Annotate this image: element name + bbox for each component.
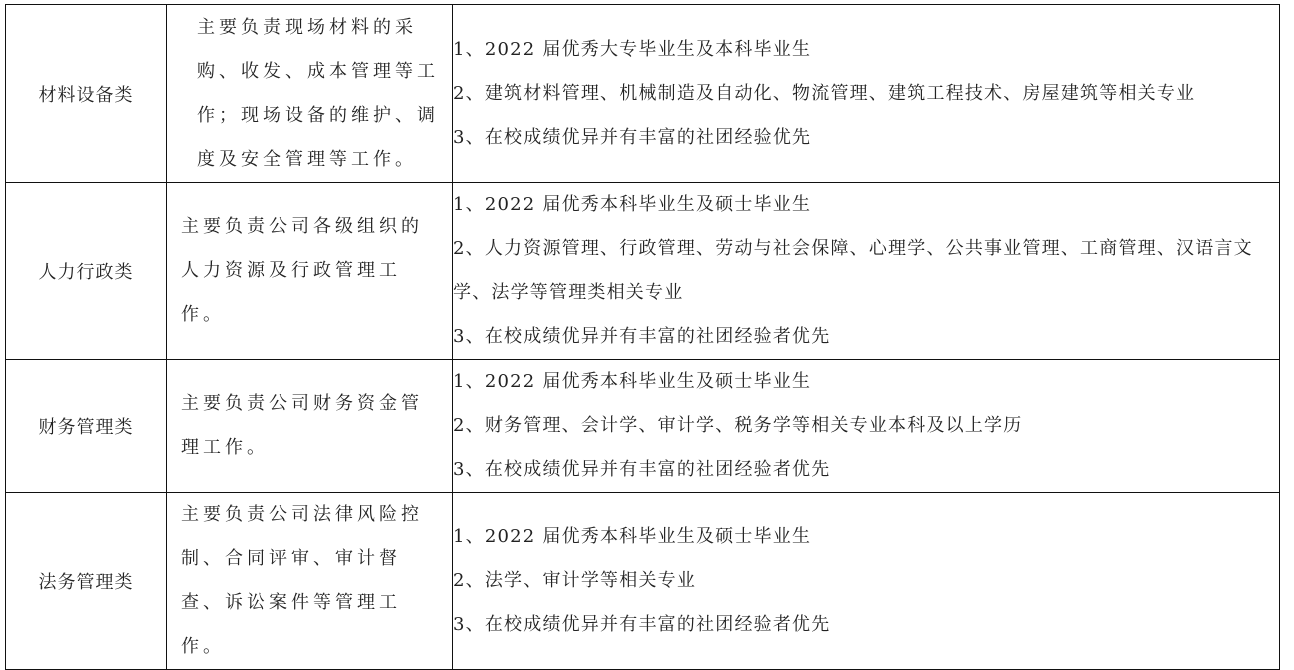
requirement-item: 1、2022 届优秀大专毕业生及本科毕业生 — [453, 38, 812, 60]
table-row — [6, 360, 1280, 493]
duties-text: 主要负责公司法律风险控制、合同评审、审计督查、诉讼案件等管理工作。 — [181, 504, 423, 657]
requirement-item: 3、在校成绩优异并有丰富的社团经验者优先 — [453, 326, 831, 347]
recruitment-table — [5, 4, 1280, 670]
category-cell: 材料设备类 — [6, 5, 167, 183]
requirement-item: 2、财务管理、会计学、审计学、税务学等相关专业本科及以上学历 — [453, 415, 1023, 436]
table-row — [6, 493, 1280, 670]
requirement-item: 1、2022 届优秀本科毕业生及硕士毕业生 — [453, 194, 812, 215]
category-cell: 法务管理类 — [6, 493, 167, 670]
requirement-item: 3、在校成绩优异并有丰富的社团经验优先 — [453, 126, 812, 148]
requirement-item: 3、在校成绩优异并有丰富的社团经验者优先 — [453, 459, 831, 480]
requirements-cell — [453, 183, 1280, 360]
requirements-cell — [453, 5, 1280, 183]
table-row — [6, 5, 1280, 183]
duties-text: 主要负责公司各级组织的人力资源及行政管理工作。 — [181, 216, 423, 325]
requirements-cell — [453, 493, 1280, 670]
duties-text: 主要负责现场材料的采购、收发、成本管理等工作；现场设备的维护、调度及安全管理等工作。 — [197, 16, 439, 170]
duties-cell — [167, 360, 453, 493]
table-row — [6, 183, 1280, 360]
requirement-item: 2、建筑材料管理、机械制造及自动化、物流管理、建筑工程技术、房屋建筑等相关专业 — [453, 82, 1196, 104]
requirement-item: 1、2022 届优秀本科毕业生及硕士毕业生 — [453, 526, 812, 547]
category-cell: 财务管理类 — [6, 360, 167, 493]
requirements-cell — [453, 360, 1280, 493]
duties-cell — [167, 493, 453, 670]
duties-text: 主要负责公司财务资金管理工作。 — [181, 393, 423, 458]
duties-cell — [167, 5, 453, 183]
category-cell: 人力行政类 — [6, 183, 167, 360]
requirement-item: 2、人力资源管理、行政管理、劳动与社会保障、心理学、公共事业管理、工商管理、汉语言文学、法学等管理类相关专业 — [453, 238, 1253, 303]
requirement-item: 1、2022 届优秀本科毕业生及硕士毕业生 — [453, 371, 812, 392]
duties-cell — [167, 183, 453, 360]
requirement-item: 3、在校成绩优异并有丰富的社团经验者优先 — [453, 614, 831, 635]
requirement-item: 2、法学、审计学等相关专业 — [453, 570, 697, 591]
